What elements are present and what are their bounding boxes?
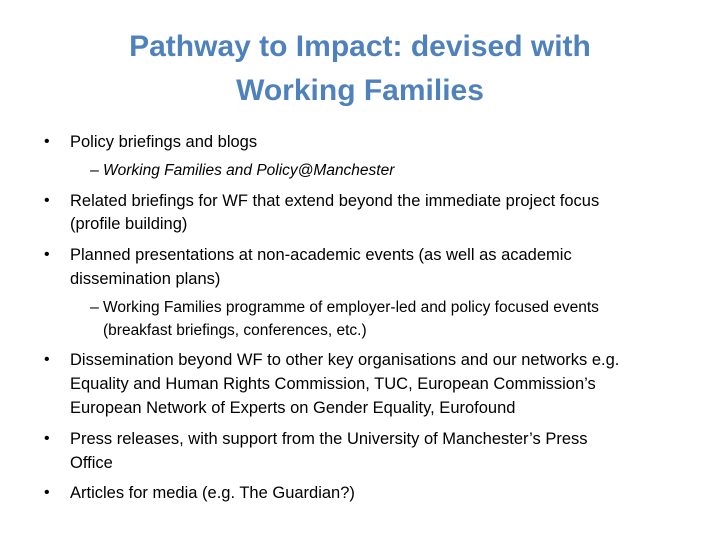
bullet-text: Office: [70, 454, 113, 472]
bullet-text: Equality and Human Rights Commission, TUC, European Commission’s: [70, 375, 596, 393]
bullet-icon: •: [44, 192, 50, 209]
dash-icon: –: [90, 162, 99, 179]
slide-title-line-1: Pathway to Impact: devised with: [129, 30, 591, 63]
sub-bullet-text: Working Families and Policy@Manchester: [103, 162, 395, 179]
bullet-text: (profile building): [70, 215, 188, 233]
bullet-text: Articles for media (e.g. The Guardian?): [70, 484, 355, 502]
bullet-text: dissemination plans): [70, 270, 221, 288]
slide-title-line-2: Working Families: [236, 74, 484, 107]
bullet-icon: •: [44, 133, 50, 150]
dash-icon: –: [90, 299, 99, 316]
bullet-icon: •: [44, 246, 50, 263]
bullet-text: Policy briefings and blogs: [70, 133, 258, 151]
bullet-text: European Network of Experts on Gender Equality, Eurofound: [70, 399, 516, 417]
bullet-text: Press releases, with support from the University of Manchester’s Press: [70, 430, 588, 448]
bullet-text: Dissemination beyond WF to other key organisations and our networks e.g.: [70, 351, 620, 369]
sub-bullet-text: (breakfast briefings, conferences, etc.): [103, 322, 367, 339]
bullet-text: Planned presentations at non-academic events (as well as academic: [70, 246, 572, 264]
bullet-icon: •: [44, 430, 50, 447]
bullet-icon: •: [44, 351, 50, 368]
bullet-text: Related briefings for WF that extend beyond the immediate project focus: [70, 192, 600, 210]
sub-bullet-text: Working Families programme of employer-led and policy focused events: [103, 299, 599, 316]
bullet-icon: •: [44, 484, 50, 501]
